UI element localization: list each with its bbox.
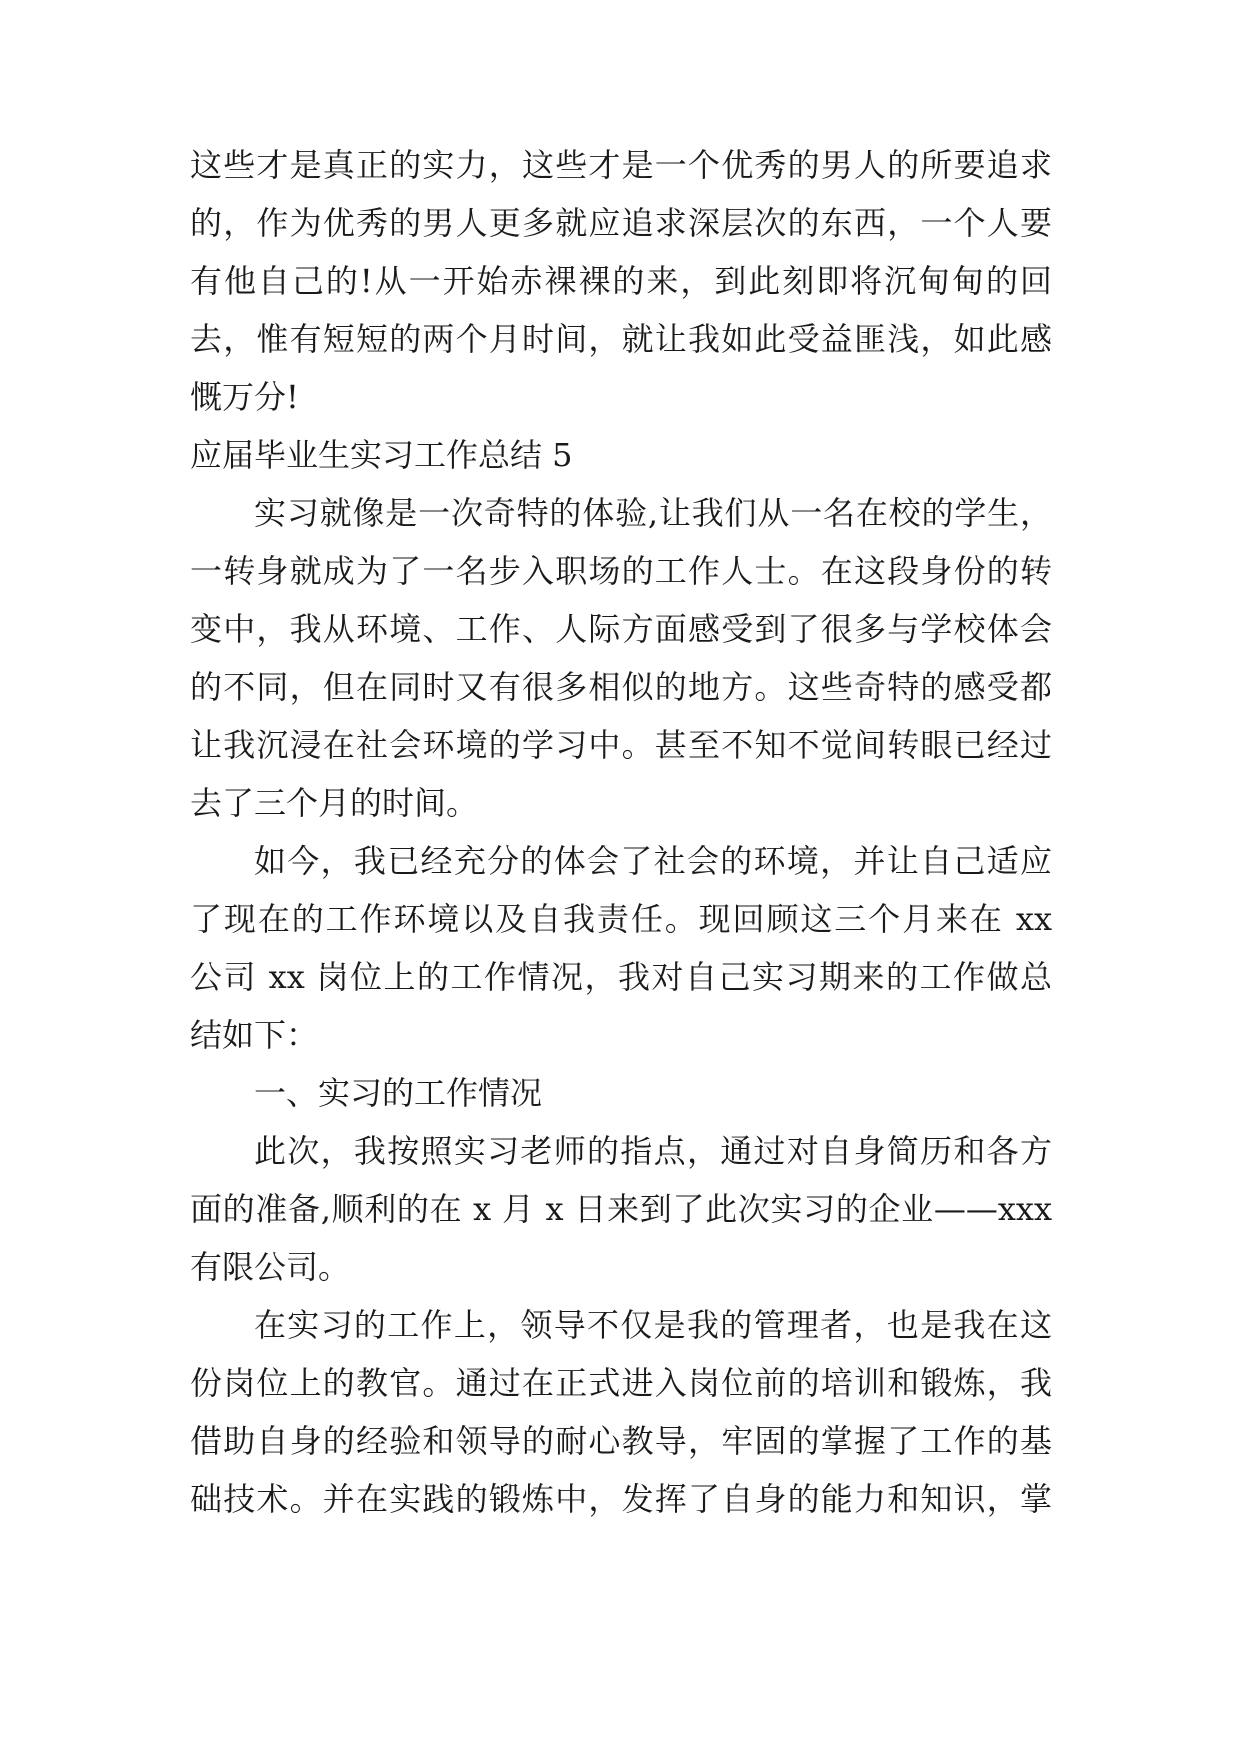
subsection-title: 一、实习的工作情况 [254, 1074, 543, 1112]
text-line: 的不同，但在同时又有很多相似的地方。这些奇特的感受都 [190, 668, 1052, 706]
paragraph [190, 484, 1052, 832]
paragraph [190, 1296, 1052, 1528]
text-line: 慨万分! [190, 378, 299, 416]
text-line: 在实习的工作上，领导不仅是我的管理者，也是我在这 [254, 1306, 1052, 1344]
text-line: 有他自己的!从一开始赤裸裸的来，到此刻即将沉甸甸的回 [190, 262, 1052, 300]
text-line: 去了三个月的时间。 [190, 784, 479, 822]
text-line: 去，惟有短短的两个月时间，就让我如此受益匪浅，如此感 [190, 320, 1052, 358]
text-line: 份岗位上的教官。通过在正式进入岗位前的培训和锻炼，我 [190, 1364, 1052, 1402]
document-page [190, 136, 1052, 1528]
text-line: 公司 xx 岗位上的工作情况，我对自己实习期来的工作做总 [190, 958, 1052, 996]
text-line: 结如下： [190, 1016, 319, 1054]
paragraph [190, 832, 1052, 1064]
paragraph [190, 136, 1052, 426]
paragraph [190, 1122, 1052, 1296]
text-line: 实习就像是一次奇特的体验,让我们从一名在校的学生， [254, 494, 1052, 532]
heading-text: 应届毕业生实习工作总结 5 [190, 436, 573, 474]
text-line: 有限公司。 [190, 1248, 351, 1286]
text-line: 了现在的工作环境以及自我责任。现回顾这三个月来在 xx [190, 900, 1052, 938]
subsection-heading [190, 1064, 1052, 1122]
text-line: 一转身就成为了一名步入职场的工作人士。在这段身份的转 [190, 552, 1052, 590]
text-line: 这些才是真正的实力，这些才是一个优秀的男人的所要追求 [190, 146, 1052, 184]
text-line: 此次，我按照实习老师的指点，通过对自身简历和各方 [254, 1132, 1052, 1170]
text-line: 的，作为优秀的男人更多就应追求深层次的东西，一个人要 [190, 204, 1052, 242]
text-line: 础技术。并在实践的锻炼中，发挥了自身的能力和知识，掌 [190, 1480, 1052, 1518]
section-heading [190, 426, 1052, 484]
text-line: 变中，我从环境、工作、人际方面感受到了很多与学校体会 [190, 610, 1052, 648]
text-line: 面的准备,顺利的在 x 月 x 日来到了此次实习的企业——xxx [190, 1190, 1052, 1228]
text-line: 如今，我已经充分的体会了社会的环境，并让自己适应 [254, 842, 1052, 880]
text-line: 借助自身的经验和领导的耐心教导，牢固的掌握了工作的基 [190, 1422, 1052, 1460]
text-line: 让我沉浸在社会环境的学习中。甚至不知不觉间转眼已经过 [190, 726, 1052, 764]
